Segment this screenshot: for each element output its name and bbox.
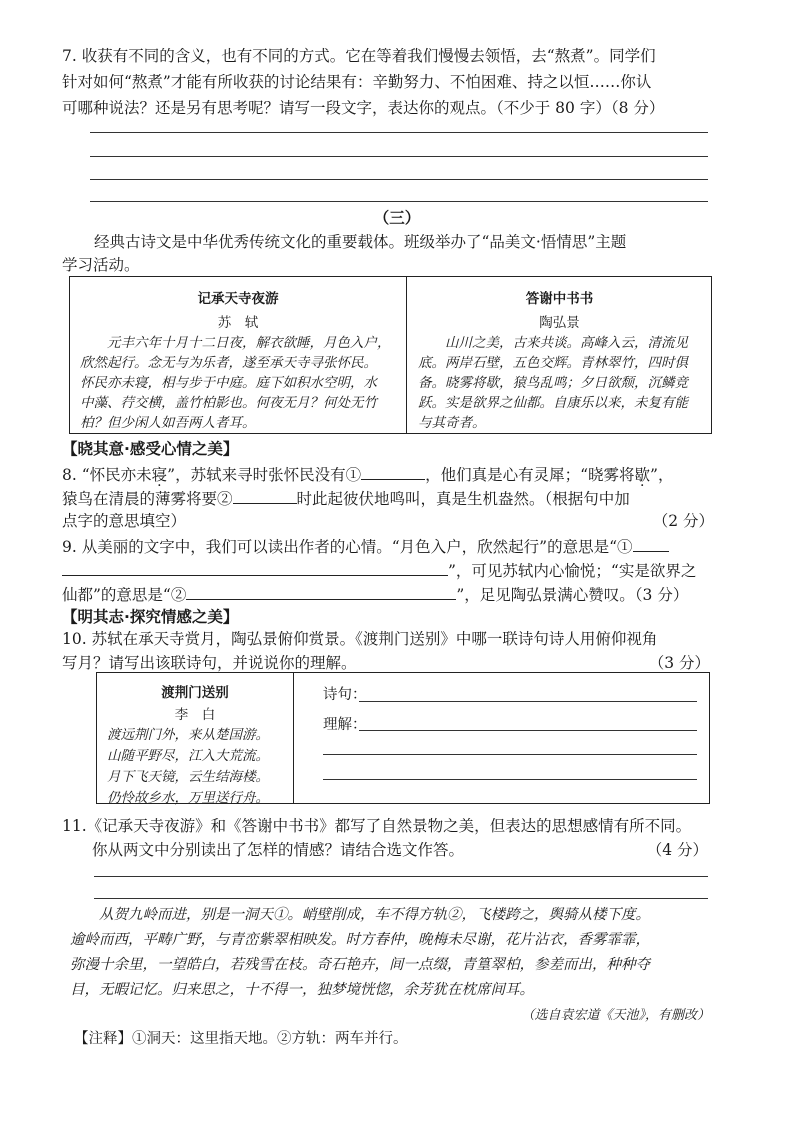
text-b-line: 跃。实是欲界之仙都。自康乐以来，未复有能 bbox=[418, 395, 688, 411]
text-a-line: 元丰六年十月十二日夜，解衣欲睡，月色入户， bbox=[107, 335, 391, 351]
understanding-answer-line[interactable] bbox=[323, 754, 697, 755]
text-b-cell bbox=[408, 277, 711, 433]
poem-line: 渡远荆门外，来从楚国游。 bbox=[107, 727, 269, 743]
q8-line-1 bbox=[62, 461, 742, 487]
poem-box bbox=[96, 672, 710, 804]
q9-blank-1[interactable] bbox=[633, 533, 669, 552]
q10-score: （3 分） bbox=[648, 654, 710, 672]
part2-heading: 【明其志·探究情感之美】 bbox=[62, 608, 239, 626]
section-intro-2: 学习活动。 bbox=[62, 256, 140, 274]
q8-line-2 bbox=[62, 485, 742, 511]
q8-text: 猿鸟在清晨的薄雾将要② bbox=[62, 490, 233, 508]
q11-line-1: 11.《记承天寺夜游》和《答谢中书书》都写了自然景物之美，但表达的思想感情有所不同。 bbox=[62, 817, 692, 835]
answer-line[interactable] bbox=[90, 132, 708, 133]
section-title: （三） bbox=[373, 208, 421, 227]
answer-line[interactable] bbox=[90, 201, 708, 202]
q8-blank-1[interactable] bbox=[361, 461, 425, 480]
text-b-author: 陶弘景 bbox=[539, 315, 580, 331]
q8-line-3 bbox=[62, 509, 714, 533]
verse-label: 诗句： bbox=[323, 687, 367, 703]
poem-cell bbox=[97, 673, 294, 806]
q9-text: ”，足见陶弘景满心赞叹。（3 分） bbox=[456, 586, 689, 604]
notes: 【注释】①洞天：这里指天地。②方轨：两车并行。 bbox=[74, 1031, 408, 1047]
text-a-line: 怀民亦未寝，相与步于中庭。庭下如积水空明，水 bbox=[80, 375, 377, 391]
text-b-line: 备。晓雾将歇，猿鸟乱鸣；夕日欲颓，沉鳞竞 bbox=[418, 375, 688, 391]
passage-line: 目，无暇记忆。归来思之，十不得一，独梦境恍惚，余芳犹在枕席间耳。 bbox=[70, 982, 534, 998]
passage-line: 从贺九岭而进，别是一洞天①。峭壁削成，车不得方轨②，飞楼跨之，舆骑从楼下度。 bbox=[99, 907, 650, 923]
text-a-line: 中藻、荇交横，盖竹柏影也。何夜无月？何处无竹 bbox=[80, 395, 377, 411]
q8-dotted-char: 歇 bbox=[634, 466, 651, 484]
answer-line[interactable] bbox=[94, 876, 708, 877]
poem-line: 山随平野尽，江入大荒流。 bbox=[107, 748, 269, 764]
part1-heading: 【晓其意·感受心情之美】 bbox=[62, 440, 239, 458]
understanding-answer-line[interactable] bbox=[359, 730, 697, 731]
passage-line: 逾岭而西，平畴广野，与青峦紫翠相映发。时方春仲，晚梅未尽谢，花片沾衣，香雾霏霏， bbox=[70, 932, 650, 948]
text-b-line: 山川之美，古来共谈。高峰入云，清流见 bbox=[445, 335, 688, 351]
answer-line[interactable] bbox=[90, 156, 708, 157]
q8-blank-2[interactable] bbox=[233, 485, 297, 504]
understanding-answer-line[interactable] bbox=[323, 779, 697, 780]
q9-text: ”，可见苏轼内心愉悦；“实是欲界之 bbox=[448, 562, 697, 580]
text-b-line: 底。两岸石壁，五色交辉。青林翠竹，四时俱 bbox=[418, 355, 688, 371]
q11-score: （4 分） bbox=[646, 841, 708, 859]
poem-body bbox=[97, 723, 293, 809]
q7-line-1: 7. 收获有不同的含义，也有不同的方式。它在等着我们慢慢去领悟，去“熬煮”。同学们 bbox=[62, 47, 656, 65]
answer-cell bbox=[295, 673, 709, 803]
q11-text: 你从两文中分别读出了怎样的情感？请结合选文作答。 bbox=[92, 841, 465, 859]
q9-text: 9. 从美丽的文字中，我们可以读出作者的心情。“月色入户，欣然起行”的意思是“① bbox=[62, 538, 633, 556]
q8-text: 8. “怀民亦未 bbox=[62, 466, 152, 484]
text-a-title: 记承天寺夜游 bbox=[197, 291, 279, 307]
q8-text: 点字的意思填空） bbox=[62, 512, 187, 530]
text-a-author: 苏 轼 bbox=[217, 315, 259, 331]
q10-text: 写月？请写出该联诗句，并说说你的理解。 bbox=[62, 654, 357, 672]
answer-line[interactable] bbox=[94, 898, 708, 899]
q9-line-2 bbox=[62, 557, 742, 583]
passage-source: （选自袁宏道《天池》，有删改） bbox=[521, 1008, 710, 1023]
verse-answer-line[interactable] bbox=[359, 701, 697, 702]
poem-line: 仍怜故乡水，万里送行舟。 bbox=[107, 790, 269, 806]
q9-blank-1-cont[interactable] bbox=[62, 557, 448, 576]
q9-text: 仙都”的意思是“② bbox=[62, 586, 187, 604]
q11-line-2 bbox=[92, 838, 708, 862]
text-a-line: 欣然起行。念无与为乐者，遂至承天寺寻张怀民。 bbox=[80, 355, 377, 371]
q9-blank-2[interactable] bbox=[186, 581, 456, 600]
q8-text: ”， bbox=[650, 466, 674, 484]
poem-author: 李 白 bbox=[174, 707, 216, 723]
q8-text: ，他们真是心有灵犀；“晓雾将 bbox=[425, 466, 635, 484]
text-b-title: 答谢中书书 bbox=[525, 291, 594, 307]
texts-box bbox=[69, 276, 712, 434]
text-b-line: 与其奇者。 bbox=[418, 415, 486, 431]
text-a-line: 柏？但少闲人如吾两人者耳。 bbox=[80, 415, 256, 431]
answer-line[interactable] bbox=[90, 179, 708, 180]
q8-score: （2 分） bbox=[652, 512, 714, 530]
q8-dotted-char: 寝 bbox=[151, 466, 168, 484]
section-intro-1: 经典古诗文是中华优秀传统文化的重要载体。班级举办了“品美文·悟情思”主题 bbox=[94, 233, 627, 251]
q7-line-3: 可哪种说法？还是另有思考呢？请写一段文字，表达你的观点。（不少于 80 字）（8 分） bbox=[62, 99, 665, 117]
text-a-cell bbox=[70, 277, 407, 433]
poem-title: 渡荆门送别 bbox=[161, 685, 229, 701]
q8-text: 时此起彼伏地鸣叫，真是生机盎然。（根据句中加 bbox=[296, 490, 630, 508]
text-b-body bbox=[408, 331, 711, 433]
q7-line-2: 针对如何“熬煮”才能有所收获的讨论结果有：辛勤努力、不怕困难、持之以恒……你认 bbox=[62, 73, 652, 91]
passage bbox=[70, 903, 710, 1028]
q9-line-1 bbox=[62, 533, 742, 559]
understanding-label: 理解： bbox=[323, 717, 367, 733]
q10-line-1: 10. 苏轼在承天寺赏月，陶弘景俯仰赏景。《渡荆门送别》中哪一联诗句诗人用俯仰视角 bbox=[62, 630, 658, 648]
poem-line: 月下飞天镜，云生结海楼。 bbox=[107, 769, 269, 785]
q8-text: ”，苏轼来寻时张怀民没有① bbox=[167, 466, 362, 484]
text-a-body bbox=[70, 331, 406, 433]
q9-line-3 bbox=[62, 581, 742, 607]
passage-line: 弥漫十余里，一望皓白，若残雪在枝。奇石艳卉，间一点缀，青篁翠柏，参差而出，种种夺 bbox=[70, 957, 650, 973]
